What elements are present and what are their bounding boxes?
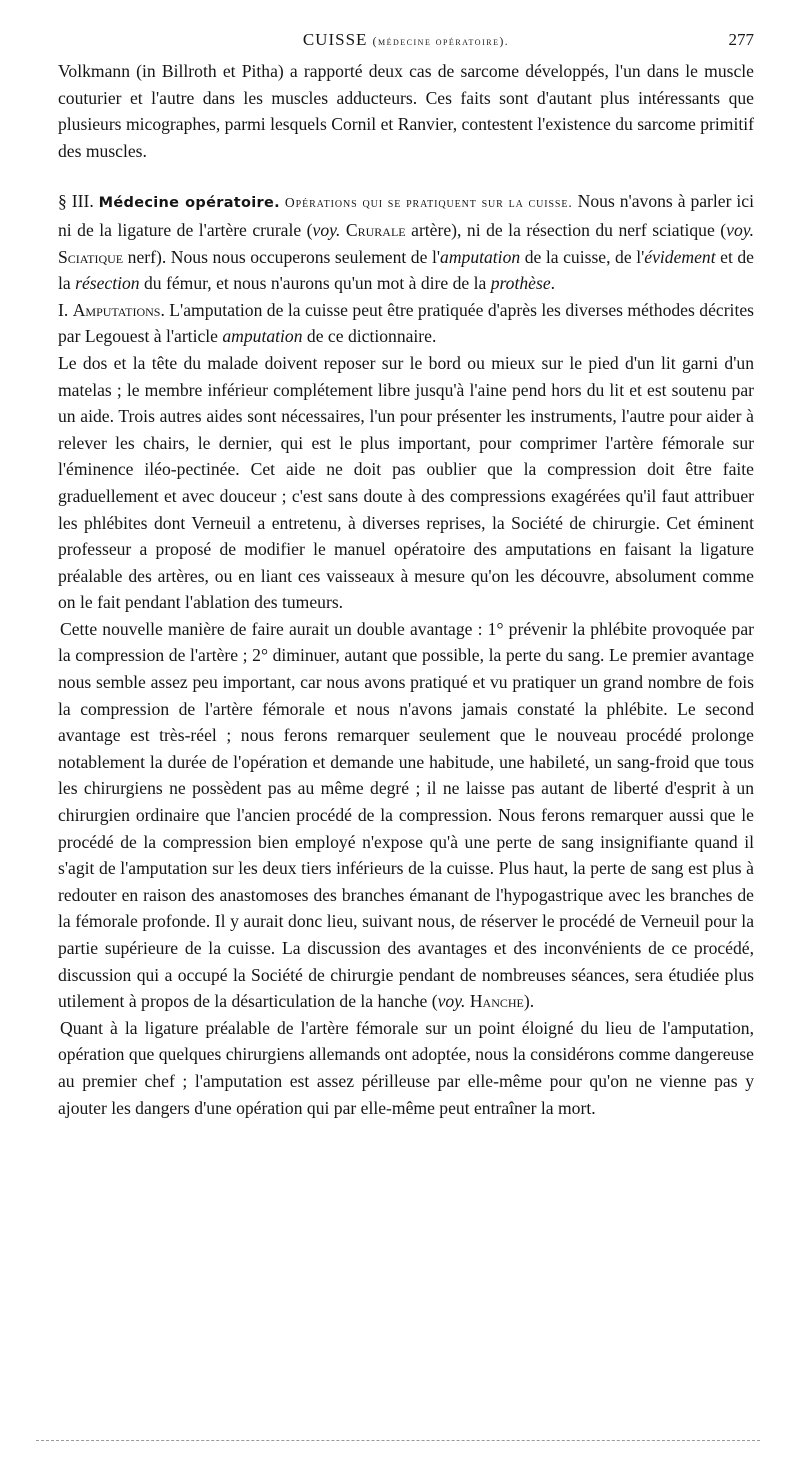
footer-dotted-rule (36, 1440, 760, 1441)
voy-ref: voy. (726, 219, 754, 240)
hanche-ref: Hanche (469, 991, 524, 1012)
text-run: de ce dictionnaire. (302, 326, 437, 347)
emph-resection: résection (75, 273, 140, 294)
text-run: ). (523, 991, 535, 1012)
section-gap (58, 164, 754, 188)
emph-evidement: évidement (644, 246, 716, 267)
section-caps-heading: Opérations qui se pratiquent sur la cuisse. (284, 195, 573, 211)
paragraph-nouvelle-maniere (58, 616, 754, 1015)
text-run: et de la (58, 246, 754, 294)
emph-prothese: prothèse (490, 273, 551, 294)
emph-amputation-article: amputation (222, 326, 303, 347)
sciatique-ref: Sciatique (58, 246, 124, 267)
text-run: nerf). Nous nous occuperons seulement de l' (123, 246, 441, 267)
running-head (58, 30, 754, 58)
text-run: Cette nouvelle manière de faire aurait un double avantage : 1° prévenir la phlébite provoquée par la compression de l'artère ; 2° diminuer, autant que possible, la perte du sang. Le premier avantage nous semble assez peu important, car nous avons pratiqué et vu pratiquer un grand nombre de fois la compression de l'artère fémorale et nous n'avons jamais constaté la phlébite. Le second avantage est très-réel ; nous ferons remarquer seulement que le nouveau procédé prolonge notablement la durée de l'opération et demande une habitude, une habileté, un sang-froid que tous les chirurgiens ne possèdent pas au même degré ; il ne laisse pas autant de liberté d'esprit à un chirurgien ordinaire que l'ancien procédé de la compression. Nous ferons remarquer aussi que le procédé de la compression bien employé n'expose qu'à une perte de sang insignifiante quand il s'agit de l'amputation sur les deux tiers inférieurs de la cuisse. Plus haut, la perte de sang est plus à redouter en raison des anastomoses des branches émanant de l'hypogastrique avec les branches de la fémorale profonde. Il y aurait donc lieu, suivant nous, de réserver le procédé de Verneuil pour la partie supérieure de la cuisse. La discussion des avantages et des inconvénients de ce procédé, discussion qui a occupé la Société de chirurgie pendant de nombreuses séances, sera étudiée plus utilement à propos de la désarticulation de la hanche ( (58, 618, 754, 1012)
crurale-ref: Crurale (345, 219, 406, 240)
voy-ref: voy. (312, 219, 341, 240)
section-3-paragraph (58, 188, 754, 296)
text-run: de la cuisse, de l' (520, 246, 645, 267)
text-run: Nous n'avons à parler ici ni de la ligature de l'artère crurale ( (58, 191, 754, 240)
text-run: L'amputation de la cuisse peut être pratiquée d'après les diverses méthodes décrites par Legouest à l'article (58, 299, 754, 347)
running-title-sub: (médecine opératoire). (372, 36, 510, 48)
running-title (58, 30, 754, 50)
subsection-title: Amputations. (72, 299, 165, 320)
paragraph-ligature-prealable: Quant à la ligature préalable de l'artère fémorale sur un point éloigné du lieu de l'amputation, opération que quelques chirurgiens allemands ont adoptée, nous la considérons comme dangereuse au premier chef ; l'amputation est assez périlleuse par elle-même pour qu'on ne vienne pas y ajouter les dangers d'une opération qui par elle-même peut entraîner la mort. (58, 1017, 754, 1118)
body-text (58, 58, 754, 1121)
section-title: Médecine opératoire. (98, 195, 280, 212)
section-mark: § III. (58, 191, 94, 212)
text-run: du fémur, et nous n'aurons qu'un mot à dire de la (139, 273, 491, 294)
text-run: artère), ni de la résection du nerf sciatique ( (405, 219, 727, 240)
amputations-paragraph (58, 297, 754, 350)
text-run: . (550, 273, 556, 294)
paragraph-sarcome: Volkmann (in Billroth et Pitha) a rapporté deux cas de sarcome développés, l'un dans le muscle couturier et l'autre dans les muscles adducteurs. Ces faits sont d'autant plus intéressants que plusieurs micographes, parmi lesquels Cornil et Ranvier, contestent l'existence du sarcome primitif des muscles. (58, 61, 754, 161)
subsection-mark: I. (58, 299, 69, 320)
voy-ref: voy. (437, 991, 466, 1012)
page-number: 277 (728, 30, 754, 49)
emph-amputation: amputation (440, 246, 521, 267)
paragraph-dos: Le dos et la tête du malade doivent reposer sur le bord ou mieux sur le pied d'un lit garni d'un matelas ; le membre inférieur complétement libre jusqu'à l'aine pend hors du lit et est soutenu par un aide. Trois autres aides sont nécessaires, l'un pour présenter les instruments, l'autre pour aider à relever les chairs, le dernier, qui est le plus important, pour comprimer l'artère fémorale sur l'éminence iléo-pectinée. Cet aide ne doit pas oublier que la compression doit être faite graduellement et avec douceur ; c'est sans doute à des compressions exagérées qu'il faut attribuer les phlébites dont Verneuil a entretenu, à diverses reprises, la Société de chirurgie. Cet éminent professeur a proposé de modifier le manuel opératoire des amputations en faisant la ligature préalable des artères, ou en liant ces vaisseaux à mesure qu'on les découvre, absolument comme on le fait pendant l'ablation des tumeurs. (58, 352, 754, 613)
running-title-main: CUISSE (302, 30, 368, 49)
